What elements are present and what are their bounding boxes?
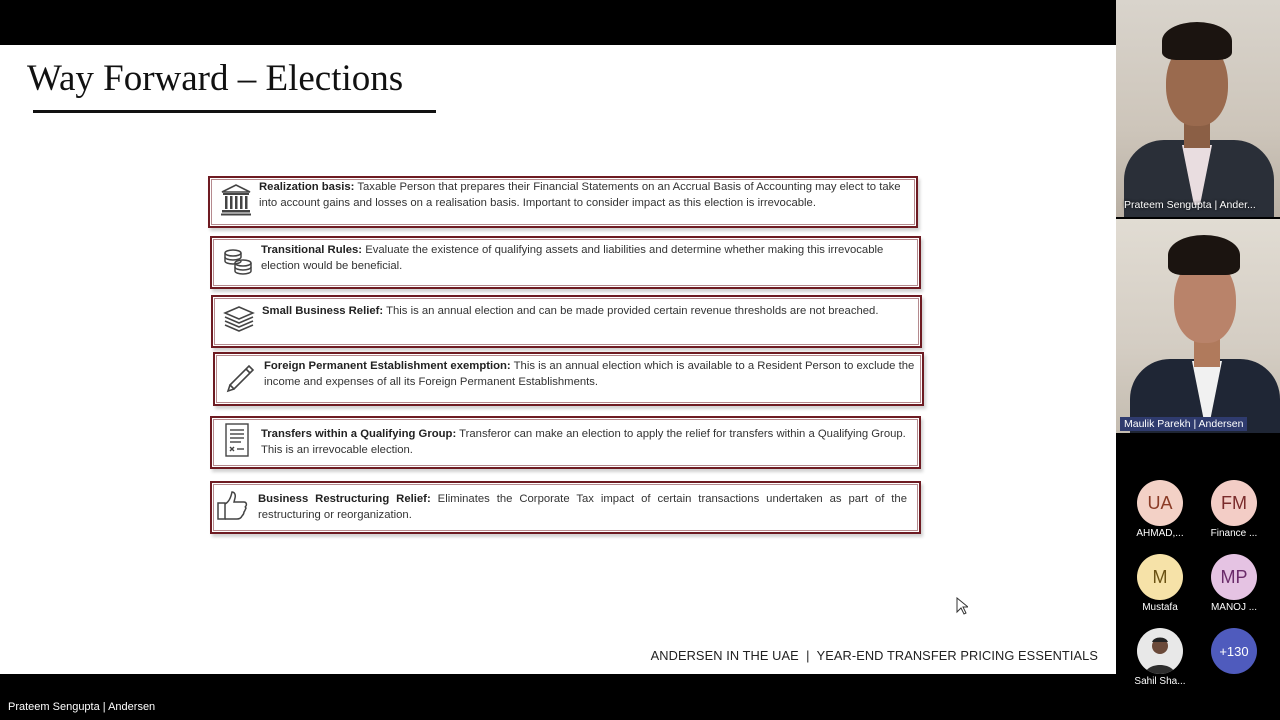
title-underline xyxy=(33,110,436,113)
card-body: This is an annual election which is available to a Resident Person to exclude the income and expenses of all its Foreign Permanent Establishments. xyxy=(264,360,915,388)
presentation-slide xyxy=(0,45,1116,674)
document-icon xyxy=(221,423,255,457)
video-tile-maulik[interactable] xyxy=(1116,219,1280,433)
video-tile-prateem[interactable] xyxy=(1116,0,1280,217)
video-tile-name: Maulik Parekh | Andersen xyxy=(1120,417,1247,431)
participant-manoj[interactable] xyxy=(1197,554,1271,613)
speaker-hair xyxy=(1162,22,1232,60)
slide-footer: ANDERSEN IN THE UAE | YEAR-END TRANSFER PRICING ESSENTIALS xyxy=(650,648,1098,663)
participant-name: AHMAD,... xyxy=(1136,528,1184,539)
card-body: Evaluate the existence of qualifying assets and liabilities and determine whether making this irrevocable election would be beneficial. xyxy=(261,244,884,272)
card-body: This is an annual election and can be made provided certain revenue thresholds are not breached. xyxy=(383,305,879,317)
card-heading: Business Restructuring Relief: xyxy=(258,493,431,505)
speaker-hair xyxy=(1168,235,1240,275)
avatar-initials: UA xyxy=(1147,492,1173,513)
card-body: Transferor can make an election to apply the relief for transfers within a Qualifying Group. This is an irrevocable election. xyxy=(261,428,906,456)
avatar-initials: FM xyxy=(1221,492,1247,513)
avatar xyxy=(1211,480,1257,526)
mouse-cursor-icon xyxy=(956,597,968,615)
card-body: Taxable Person that prepares their Financial Statements on an Accrual Basis of Accounting may elect to take into account gains and losses on a realisation basis. Important to consider impact as this election is irrevocable. xyxy=(259,181,901,209)
election-card-transitional xyxy=(210,236,921,289)
election-card-realization xyxy=(208,176,918,228)
card-heading: Foreign Permanent Establishment exemption: xyxy=(264,360,511,372)
more-count: +130 xyxy=(1219,643,1249,659)
election-card-restructuring xyxy=(210,481,921,534)
participant-name: MANOJ ... xyxy=(1210,602,1258,613)
participant-sahil[interactable] xyxy=(1123,628,1197,687)
participant-name: Mustafa xyxy=(1142,602,1178,613)
stack-icon xyxy=(222,302,256,336)
slide-title: Way Forward – Elections xyxy=(27,58,404,99)
card-heading: Small Business Relief: xyxy=(262,305,384,317)
participant-name: Sahil Sha... xyxy=(1134,676,1186,687)
participant-finance[interactable] xyxy=(1197,480,1271,539)
election-card-small-business xyxy=(211,295,922,348)
participant-mustafa[interactable] xyxy=(1123,554,1197,613)
card-heading: Realization basis: xyxy=(259,181,355,193)
avatar-initials: M xyxy=(1152,566,1168,587)
pencil-icon xyxy=(224,359,258,393)
coins-icon xyxy=(221,243,255,277)
avatar xyxy=(1137,480,1183,526)
avatar xyxy=(1137,554,1183,600)
card-body: Eliminates the Corporate Tax impact of certain transactions undertaken as part of the restructuring or reorganization. xyxy=(258,493,907,521)
thumbs-up-icon xyxy=(216,488,250,522)
more-participants-button[interactable] xyxy=(1197,628,1271,674)
bank-icon xyxy=(219,183,253,217)
avatar-initials: MP xyxy=(1220,566,1248,587)
user-photo-icon xyxy=(1137,628,1183,674)
participant-name: Finance ... xyxy=(1210,528,1258,539)
participant-ahmad[interactable] xyxy=(1123,480,1197,539)
election-card-qualifying-group xyxy=(210,416,921,469)
avatar xyxy=(1211,628,1257,674)
election-card-foreign-pe xyxy=(213,352,924,406)
video-tile-name: Prateem Sengupta | Ander... xyxy=(1124,199,1256,211)
active-speaker-label: Prateem Sengupta | Andersen xyxy=(8,701,156,713)
card-heading: Transitional Rules: xyxy=(261,244,363,256)
avatar-photo xyxy=(1137,628,1183,674)
card-heading: Transfers within a Qualifying Group: xyxy=(261,428,457,440)
avatar xyxy=(1211,554,1257,600)
